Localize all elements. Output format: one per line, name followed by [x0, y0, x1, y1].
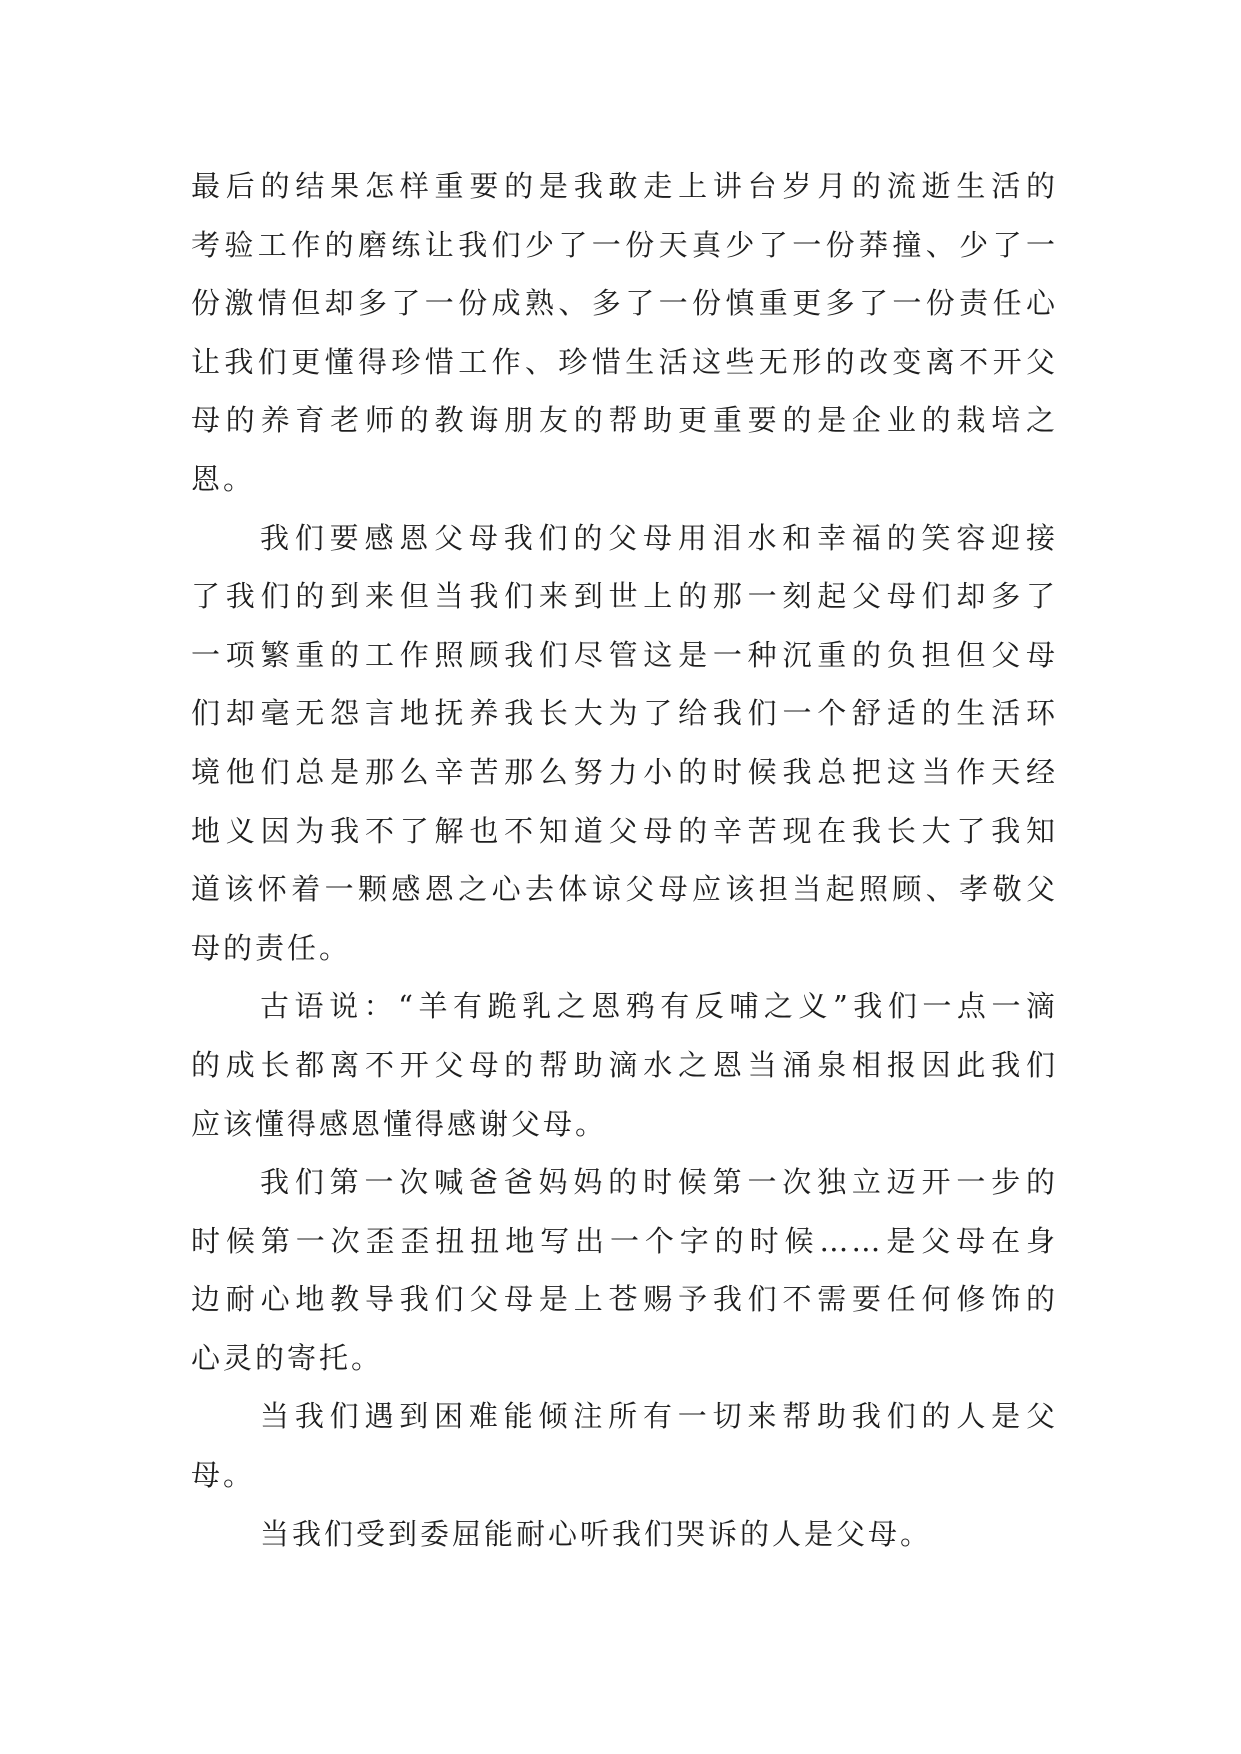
paragraph [191, 977, 1058, 1153]
text-line: 恩。 [191, 461, 256, 496]
paragraph [191, 1505, 1058, 1564]
document-body [191, 157, 1058, 1563]
text-line: 地义因为我不了解也不知道父母的辛苦现在我长大了我知 [191, 813, 1058, 848]
text-line: 母。 [191, 1458, 256, 1493]
text-line: 母的养育老师的教诲朋友的帮助更重要的是企业的栽培之 [191, 403, 1058, 438]
text-line: 心灵的寄托。 [191, 1340, 384, 1375]
paragraph [191, 509, 1058, 978]
text-line: 让我们更懂得珍惜工作、珍惜生活这些无形的改变离不开父 [191, 344, 1058, 379]
paragraph [191, 1153, 1058, 1387]
text-line: 应该懂得感恩懂得感谢父母。 [191, 1106, 608, 1141]
text-line: 们却毫无怨言地抚养我长大为了给我们一个舒适的生活环 [191, 696, 1058, 731]
text-line: 一项繁重的工作照顾我们尽管这是一种沉重的负担但父母 [191, 637, 1058, 672]
text-line: 的成长都离不开父母的帮助滴水之恩当涌泉相报因此我们 [191, 1047, 1058, 1082]
text-line: 当我们遇到困难能倾注所有一切来帮助我们的人是父 [260, 1399, 1058, 1434]
text-line: 时候第一次歪歪扭扭地写出一个字的时候……是父母在身 [191, 1223, 1058, 1258]
text-line: 我们要感恩父母我们的父母用泪水和幸福的笑容迎接 [260, 520, 1058, 555]
text-line: 最后的结果怎样重要的是我敢走上讲台岁月的流逝生活的 [191, 169, 1058, 203]
paragraph [191, 157, 1058, 509]
text-line: 境他们总是那么辛苦那么努力小的时候我总把这当作天经 [191, 754, 1058, 789]
paragraph [191, 1387, 1058, 1504]
text-line: 当我们受到委屈能耐心听我们哭诉的人是父母。 [260, 1516, 933, 1551]
text-line: 考验工作的磨练让我们少了一份天真少了一份莽撞、少了一 [191, 227, 1058, 262]
text-line: 古语说：“羊有跪乳之恩鸦有反哺之义”我们一点一滴 [260, 989, 1058, 1024]
text-line: 份激情但却多了一份成熟、多了一份慎重更多了一份责任心 [191, 286, 1058, 321]
text-line: 我们第一次喊爸爸妈妈的时候第一次独立迈开一步的 [260, 1165, 1058, 1200]
text-line: 道该怀着一颗感恩之心去体谅父母应该担当起照顾、孝敬父 [191, 872, 1058, 907]
text-line: 母的责任。 [191, 930, 352, 965]
text-line: 了我们的到来但当我们来到世上的那一刻起父母们却多了 [191, 579, 1058, 614]
text-line: 边耐心地教导我们父母是上苍赐予我们不需要任何修饰的 [191, 1282, 1058, 1317]
